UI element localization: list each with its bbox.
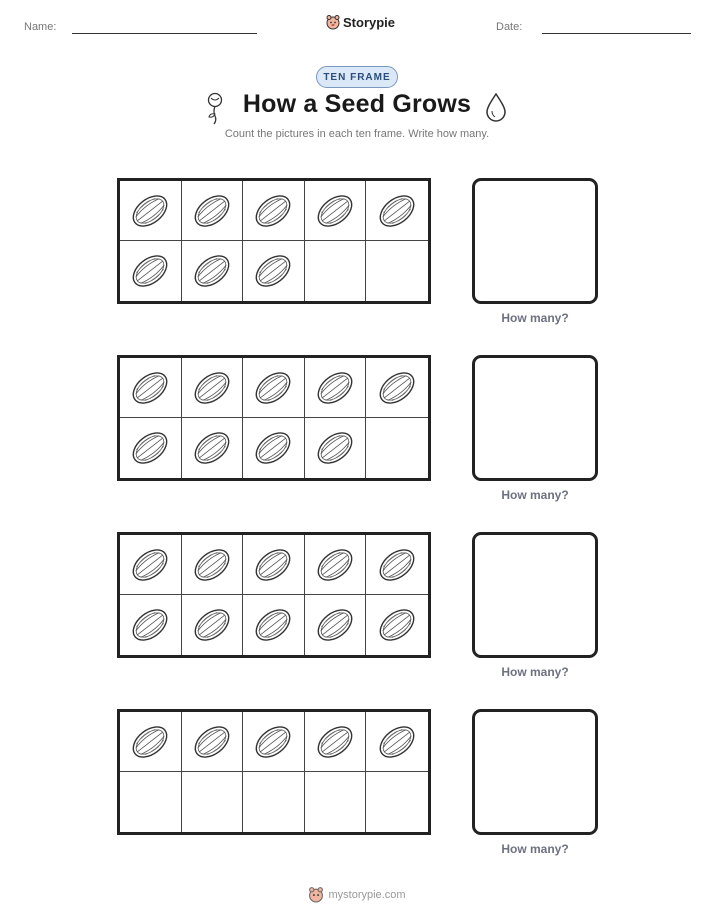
brand-name: Storypie [343, 14, 396, 30]
ten-frame-cell [182, 358, 244, 418]
ten-frame-cell [120, 358, 182, 418]
ten-frame-cell [182, 181, 244, 241]
seed-icon [251, 720, 295, 764]
seed-icon [313, 543, 357, 587]
ten-frame-cell [120, 241, 182, 301]
seed-icon [251, 249, 295, 293]
seed-icon [375, 603, 419, 647]
footer [0, 886, 714, 903]
water-drop-icon [484, 92, 508, 122]
seed-icon [313, 720, 357, 764]
seed-icon [190, 249, 234, 293]
seed-icon [190, 366, 234, 410]
footer-url[interactable]: mystorypie.com [328, 888, 406, 901]
ten-frame-cell [243, 535, 305, 595]
seed-icon [128, 543, 172, 587]
ten-frame-cell [243, 181, 305, 241]
seed-icon [313, 426, 357, 470]
ten-frame-cell [305, 241, 367, 301]
ten-frame-cell [366, 772, 428, 832]
seed-icon [313, 366, 357, 410]
ten-frame-cell [305, 358, 367, 418]
ten-frame-cell [120, 595, 182, 655]
seed-icon [190, 189, 234, 233]
seed-icon [128, 720, 172, 764]
seed-icon [313, 603, 357, 647]
how-many-label: How many? [501, 842, 569, 856]
ten-frame-cell [120, 772, 182, 832]
ten-frame-cell [243, 358, 305, 418]
seed-icon [251, 189, 295, 233]
how-many-label: How many? [501, 311, 569, 325]
ten-frame-cell [182, 595, 244, 655]
ten-frame-cell [182, 712, 244, 772]
ten-frame-cell [182, 535, 244, 595]
ten-frame-4 [117, 709, 431, 835]
ten-frame-cell [305, 712, 367, 772]
answer-box-1[interactable] [472, 178, 598, 304]
instructions: Count the pictures in each ten frame. Write how many. [224, 128, 490, 140]
brand-logo [326, 14, 395, 30]
seed-icon [190, 426, 234, 470]
seed-icon [313, 189, 357, 233]
ten-frame-cell [305, 595, 367, 655]
seed-icon [375, 189, 419, 233]
ten-frame-cell [366, 418, 428, 478]
ten-frame-cell [120, 535, 182, 595]
ten-frame-1 [117, 178, 431, 304]
seed-icon [251, 426, 295, 470]
ten-frame-cell [182, 772, 244, 832]
ten-frame-cell [243, 241, 305, 301]
storypie-mascot-icon [308, 886, 324, 903]
name-label: Name: [24, 21, 57, 33]
seed-icon [190, 603, 234, 647]
ten-frame-cell [366, 595, 428, 655]
name-line[interactable] [72, 33, 257, 34]
ten-frame-cell [243, 418, 305, 478]
ten-frame-2 [117, 355, 431, 481]
how-many-label: How many? [501, 488, 569, 502]
ten-frame-cell [120, 712, 182, 772]
page-title: How a Seed Grows [242, 90, 472, 118]
ten-frame-3 [117, 532, 431, 658]
answer-box-3[interactable] [472, 532, 598, 658]
seed-icon [128, 249, 172, 293]
ten-frame-cell [305, 181, 367, 241]
seed-icon [251, 366, 295, 410]
ten-frame-cell [243, 595, 305, 655]
ten-frame-cell [366, 712, 428, 772]
date-line[interactable] [542, 33, 691, 34]
answer-box-4[interactable] [472, 709, 598, 835]
storypie-mascot-icon [326, 14, 340, 30]
date-label: Date: [496, 21, 523, 33]
seed-icon [251, 543, 295, 587]
ten-frame-cell [305, 418, 367, 478]
ten-frame-cell [243, 772, 305, 832]
seed-icon [128, 189, 172, 233]
seed-icon [375, 720, 419, 764]
ten-frame-cell [366, 358, 428, 418]
ten-frame-cell [243, 712, 305, 772]
ten-frame-cell [120, 181, 182, 241]
ten-frame-cell [182, 241, 244, 301]
ten-frame-badge: TEN FRAME [316, 66, 398, 88]
ten-frame-cell [305, 772, 367, 832]
seed-icon [190, 720, 234, 764]
seed-icon [128, 426, 172, 470]
seed-icon [375, 543, 419, 587]
seed-icon [128, 603, 172, 647]
seed-icon [251, 603, 295, 647]
seed-icon [128, 366, 172, 410]
ten-frame-cell [305, 535, 367, 595]
ten-frame-cell [366, 181, 428, 241]
ten-frame-cell [120, 418, 182, 478]
answer-box-2[interactable] [472, 355, 598, 481]
seed-icon [375, 366, 419, 410]
seed-icon [190, 543, 234, 587]
ten-frame-cell [366, 241, 428, 301]
ten-frame-cell [182, 418, 244, 478]
ten-frame-cell [366, 535, 428, 595]
how-many-label: How many? [501, 665, 569, 679]
